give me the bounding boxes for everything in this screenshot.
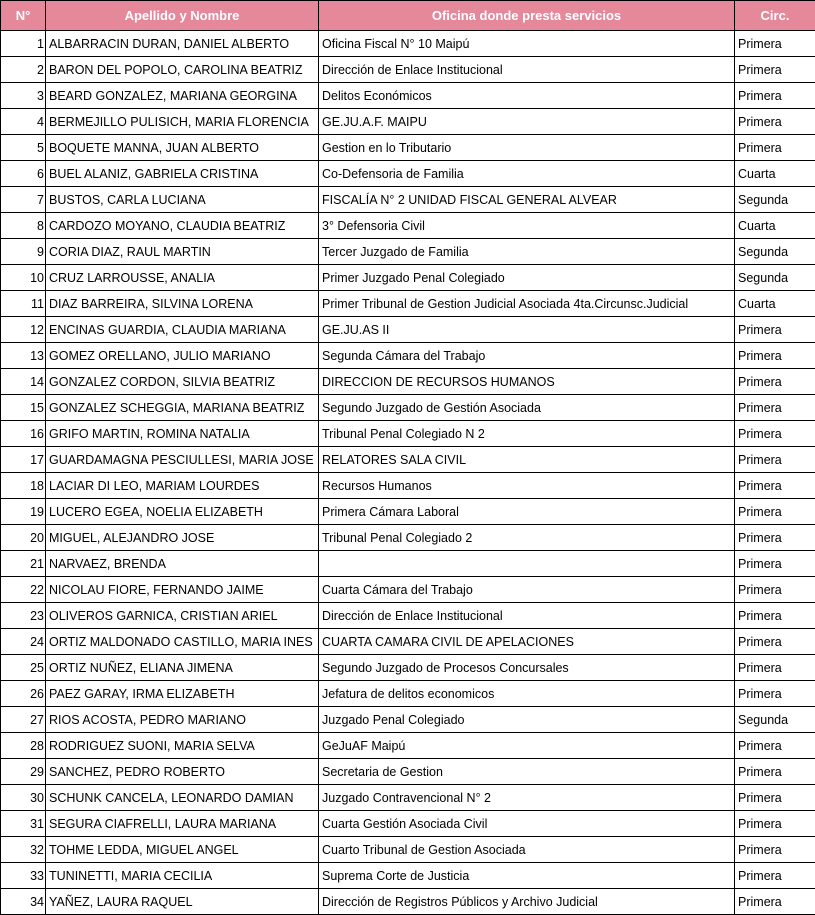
cell-office[interactable]: Tribunal Penal Colegiado N 2 xyxy=(319,421,735,447)
cell-circ[interactable]: Primera xyxy=(735,603,815,629)
cell-name[interactable]: GUARDAMAGNA PESCIULLESI, MARIA JOSE xyxy=(46,447,319,473)
cell-name[interactable]: CORIA DIAZ, RAUL MARTIN xyxy=(46,239,319,265)
column-header-circ[interactable]: Circ. xyxy=(735,1,815,31)
cell-office[interactable]: Juzgado Penal Colegiado xyxy=(319,707,735,733)
cell-name[interactable]: SANCHEZ, PEDRO ROBERTO xyxy=(46,759,319,785)
cell-office[interactable]: Dirección de Enlace Institucional xyxy=(319,57,735,83)
cell-office[interactable]: Secretaria de Gestion xyxy=(319,759,735,785)
cell-number[interactable]: 10 xyxy=(1,265,46,291)
column-header-number[interactable]: N° xyxy=(1,1,46,31)
cell-circ[interactable]: Primera xyxy=(735,421,815,447)
cell-circ[interactable]: Primera xyxy=(735,733,815,759)
cell-office[interactable]: Segundo Juzgado de Gestión Asociada xyxy=(319,395,735,421)
cell-number[interactable]: 6 xyxy=(1,161,46,187)
cell-name[interactable]: SCHUNK CANCELA, LEONARDO DAMIAN xyxy=(46,785,319,811)
cell-name[interactable]: RIOS ACOSTA, PEDRO MARIANO xyxy=(46,707,319,733)
cell-name[interactable]: LACIAR DI LEO, MARIAM LOURDES xyxy=(46,473,319,499)
table-row xyxy=(1,57,815,83)
cell-name[interactable]: BEARD GONZALEZ, MARIANA GEORGINA xyxy=(46,83,319,109)
cell-number[interactable]: 29 xyxy=(1,759,46,785)
table-row xyxy=(1,655,815,681)
cell-name[interactable]: DIAZ BARREIRA, SILVINA LORENA xyxy=(46,291,319,317)
cell-circ[interactable]: Primera xyxy=(735,837,815,863)
cell-office[interactable]: RELATORES SALA CIVIL xyxy=(319,447,735,473)
cell-office[interactable]: Juzgado Contravencional N° 2 xyxy=(319,785,735,811)
cell-number[interactable]: 16 xyxy=(1,421,46,447)
cell-name[interactable]: BOQUETE MANNA, JUAN ALBERTO xyxy=(46,135,319,161)
cell-office[interactable]: 3° Defensoria Civil xyxy=(319,213,735,239)
cell-office[interactable]: Jefatura de delitos economicos xyxy=(319,681,735,707)
cell-office[interactable]: Delitos Económicos xyxy=(319,83,735,109)
cell-number[interactable]: 31 xyxy=(1,811,46,837)
cell-name[interactable]: CARDOZO MOYANO, CLAUDIA BEATRIZ xyxy=(46,213,319,239)
cell-circ[interactable]: Cuarta xyxy=(735,161,815,187)
table-row xyxy=(1,369,815,395)
cell-number[interactable]: 25 xyxy=(1,655,46,681)
cell-number[interactable]: 30 xyxy=(1,785,46,811)
cell-number[interactable]: 21 xyxy=(1,551,46,577)
cell-circ[interactable]: Primera xyxy=(735,135,815,161)
cell-office[interactable]: Tribunal Penal Colegiado 2 xyxy=(319,525,735,551)
table-row xyxy=(1,785,815,811)
cell-office[interactable]: Cuarto Tribunal de Gestion Asociada xyxy=(319,837,735,863)
table-row xyxy=(1,863,815,889)
cell-circ[interactable]: Primera xyxy=(735,811,815,837)
table-row xyxy=(1,421,815,447)
cell-number[interactable]: 14 xyxy=(1,369,46,395)
cell-circ[interactable]: Cuarta xyxy=(735,213,815,239)
cell-name[interactable]: SEGURA CIAFRELLI, LAURA MARIANA xyxy=(46,811,319,837)
cell-number[interactable]: 3 xyxy=(1,83,46,109)
table-row xyxy=(1,213,815,239)
cell-name[interactable]: TUNINETTI, MARIA CECILIA xyxy=(46,863,319,889)
table-row xyxy=(1,499,815,525)
table-row xyxy=(1,577,815,603)
cell-circ[interactable]: Primera xyxy=(735,655,815,681)
cell-number[interactable]: 24 xyxy=(1,629,46,655)
column-header-office[interactable]: Oficina donde presta servicios xyxy=(319,1,735,31)
table-row xyxy=(1,447,815,473)
cell-number[interactable]: 2 xyxy=(1,57,46,83)
cell-name[interactable]: CRUZ LARROUSSE, ANALIA xyxy=(46,265,319,291)
cell-number[interactable]: 19 xyxy=(1,499,46,525)
cell-circ[interactable]: Primera xyxy=(735,57,815,83)
cell-office[interactable]: Segundo Juzgado de Procesos Concursales xyxy=(319,655,735,681)
cell-name[interactable]: BERMEJILLO PULISICH, MARIA FLORENCIA xyxy=(46,109,319,135)
cell-circ[interactable]: Primera xyxy=(735,31,815,57)
cell-circ[interactable]: Primera xyxy=(735,863,815,889)
cell-number[interactable]: 32 xyxy=(1,837,46,863)
cell-name[interactable]: OLIVEROS GARNICA, CRISTIAN ARIEL xyxy=(46,603,319,629)
cell-office[interactable]: Dirección de Registros Públicos y Archivo Judicial xyxy=(319,889,735,915)
table-row xyxy=(1,83,815,109)
table-row xyxy=(1,837,815,863)
table-row xyxy=(1,811,815,837)
table-row xyxy=(1,135,815,161)
cell-number[interactable]: 22 xyxy=(1,577,46,603)
table-row xyxy=(1,473,815,499)
cell-name[interactable]: PAEZ GARAY, IRMA ELIZABETH xyxy=(46,681,319,707)
cell-office[interactable]: GeJuAF Maipú xyxy=(319,733,735,759)
table-row xyxy=(1,395,815,421)
cell-number[interactable]: 5 xyxy=(1,135,46,161)
cell-number[interactable]: 13 xyxy=(1,343,46,369)
cell-number[interactable]: 12 xyxy=(1,317,46,343)
table-row xyxy=(1,239,815,265)
cell-office[interactable]: Primera Cámara Laboral xyxy=(319,499,735,525)
cell-name[interactable]: GRIFO MARTIN, ROMINA NATALIA xyxy=(46,421,319,447)
cell-circ[interactable]: Primera xyxy=(735,759,815,785)
table-row xyxy=(1,629,815,655)
table-row xyxy=(1,265,815,291)
table-row xyxy=(1,317,815,343)
cell-name[interactable]: YAÑEZ, LAURA RAQUEL xyxy=(46,889,319,915)
cell-office[interactable]: GE.JU.A.F. MAIPU xyxy=(319,109,735,135)
cell-circ[interactable]: Segunda xyxy=(735,265,815,291)
cell-name[interactable]: ENCINAS GUARDIA, CLAUDIA MARIANA xyxy=(46,317,319,343)
cell-number[interactable]: 33 xyxy=(1,863,46,889)
cell-number[interactable]: 4 xyxy=(1,109,46,135)
cell-office[interactable]: Gestion en lo Tributario xyxy=(319,135,735,161)
cell-circ[interactable]: Segunda xyxy=(735,187,815,213)
cell-name[interactable]: LUCERO EGEA, NOELIA ELIZABETH xyxy=(46,499,319,525)
cell-number[interactable]: 27 xyxy=(1,707,46,733)
table-row xyxy=(1,31,815,57)
cell-number[interactable]: 34 xyxy=(1,889,46,915)
cell-office[interactable]: Oficina Fiscal N° 10 Maipú xyxy=(319,31,735,57)
cell-office[interactable] xyxy=(319,551,735,577)
cell-office[interactable]: CUARTA CAMARA CIVIL DE APELACIONES xyxy=(319,629,735,655)
cell-circ[interactable]: Cuarta xyxy=(735,291,815,317)
cell-circ[interactable]: Primera xyxy=(735,109,815,135)
cell-office[interactable]: Cuarta Cámara del Trabajo xyxy=(319,577,735,603)
cell-office[interactable]: Co-Defensoria de Familia xyxy=(319,161,735,187)
table-row xyxy=(1,759,815,785)
cell-circ[interactable]: Primera xyxy=(735,785,815,811)
column-header-name[interactable]: Apellido y Nombre xyxy=(46,1,319,31)
cell-number[interactable]: 9 xyxy=(1,239,46,265)
cell-circ[interactable]: Primera xyxy=(735,889,815,915)
cell-circ[interactable]: Primera xyxy=(735,343,815,369)
cell-number[interactable]: 8 xyxy=(1,213,46,239)
cell-name[interactable]: ALBARRACIN DURAN, DANIEL ALBERTO xyxy=(46,31,319,57)
cell-office[interactable]: FISCALÍA N° 2 UNIDAD FISCAL GENERAL ALVEAR xyxy=(319,187,735,213)
table-row xyxy=(1,343,815,369)
table-row xyxy=(1,291,815,317)
cell-office[interactable]: DIRECCION DE RECURSOS HUMANOS xyxy=(319,369,735,395)
cell-circ[interactable]: Primera xyxy=(735,447,815,473)
cell-name[interactable]: BUEL ALANIZ, GABRIELA CRISTINA xyxy=(46,161,319,187)
table-row xyxy=(1,681,815,707)
cell-name[interactable]: BARON DEL POPOLO, CAROLINA BEATRIZ xyxy=(46,57,319,83)
cell-office[interactable]: Primer Tribunal de Gestion Judicial Asociada 4ta.Circunsc.Judicial xyxy=(319,291,735,317)
cell-name[interactable]: TOHME LEDDA, MIGUEL ANGEL xyxy=(46,837,319,863)
cell-circ[interactable]: Primera xyxy=(735,551,815,577)
cell-circ[interactable]: Primera xyxy=(735,499,815,525)
table-row xyxy=(1,551,815,577)
cell-circ[interactable]: Primera xyxy=(735,83,815,109)
cell-circ[interactable]: Primera xyxy=(735,473,815,499)
cell-number[interactable]: 23 xyxy=(1,603,46,629)
header-row xyxy=(1,1,815,31)
cell-number[interactable]: 26 xyxy=(1,681,46,707)
table-row xyxy=(1,707,815,733)
cell-circ[interactable]: Primera xyxy=(735,577,815,603)
cell-circ[interactable]: Segunda xyxy=(735,707,815,733)
cell-circ[interactable]: Primera xyxy=(735,525,815,551)
cell-circ[interactable]: Segunda xyxy=(735,239,815,265)
cell-office[interactable]: Dirección de Enlace Institucional xyxy=(319,603,735,629)
cell-name[interactable]: GONZALEZ CORDON, SILVIA BEATRIZ xyxy=(46,369,319,395)
table-row xyxy=(1,161,815,187)
cell-name[interactable]: GOMEZ ORELLANO, JULIO MARIANO xyxy=(46,343,319,369)
table-row xyxy=(1,187,815,213)
cell-circ[interactable]: Primera xyxy=(735,317,815,343)
cell-number[interactable]: 20 xyxy=(1,525,46,551)
cell-number[interactable]: 11 xyxy=(1,291,46,317)
cell-name[interactable]: NARVAEZ, BRENDA xyxy=(46,551,319,577)
cell-office[interactable]: Segunda Cámara del Trabajo xyxy=(319,343,735,369)
cell-office[interactable]: Suprema Corte de Justicia xyxy=(319,863,735,889)
table-header xyxy=(1,1,815,31)
cell-name[interactable]: ORTIZ NUÑEZ, ELIANA JIMENA xyxy=(46,655,319,681)
table-row xyxy=(1,733,815,759)
cell-name[interactable]: GONZALEZ SCHEGGIA, MARIANA BEATRIZ xyxy=(46,395,319,421)
table-row xyxy=(1,525,815,551)
table-row xyxy=(1,109,815,135)
cell-name[interactable]: NICOLAU FIORE, FERNANDO JAIME xyxy=(46,577,319,603)
cell-number[interactable]: 15 xyxy=(1,395,46,421)
cell-name[interactable]: ORTIZ MALDONADO CASTILLO, MARIA INES xyxy=(46,629,319,655)
cell-circ[interactable]: Primera xyxy=(735,369,815,395)
cell-name[interactable]: MIGUEL, ALEJANDRO JOSE xyxy=(46,525,319,551)
cell-number[interactable]: 7 xyxy=(1,187,46,213)
cell-name[interactable]: RODRIGUEZ SUONI, MARIA SELVA xyxy=(46,733,319,759)
cell-office[interactable]: Tercer Juzgado de Familia xyxy=(319,239,735,265)
cell-circ[interactable]: Primera xyxy=(735,681,815,707)
table-body xyxy=(1,31,815,915)
cell-circ[interactable]: Primera xyxy=(735,395,815,421)
cell-number[interactable]: 17 xyxy=(1,447,46,473)
cell-circ[interactable]: Primera xyxy=(735,629,815,655)
cell-number[interactable]: 1 xyxy=(1,31,46,57)
cell-office[interactable]: Recursos Humanos xyxy=(319,473,735,499)
cell-name[interactable]: BUSTOS, CARLA LUCIANA xyxy=(46,187,319,213)
cell-office[interactable]: Primer Juzgado Penal Colegiado xyxy=(319,265,735,291)
cell-number[interactable]: 28 xyxy=(1,733,46,759)
cell-office[interactable]: GE.JU.AS II xyxy=(319,317,735,343)
cell-office[interactable]: Cuarta Gestión Asociada Civil xyxy=(319,811,735,837)
cell-number[interactable]: 18 xyxy=(1,473,46,499)
table-row xyxy=(1,603,815,629)
